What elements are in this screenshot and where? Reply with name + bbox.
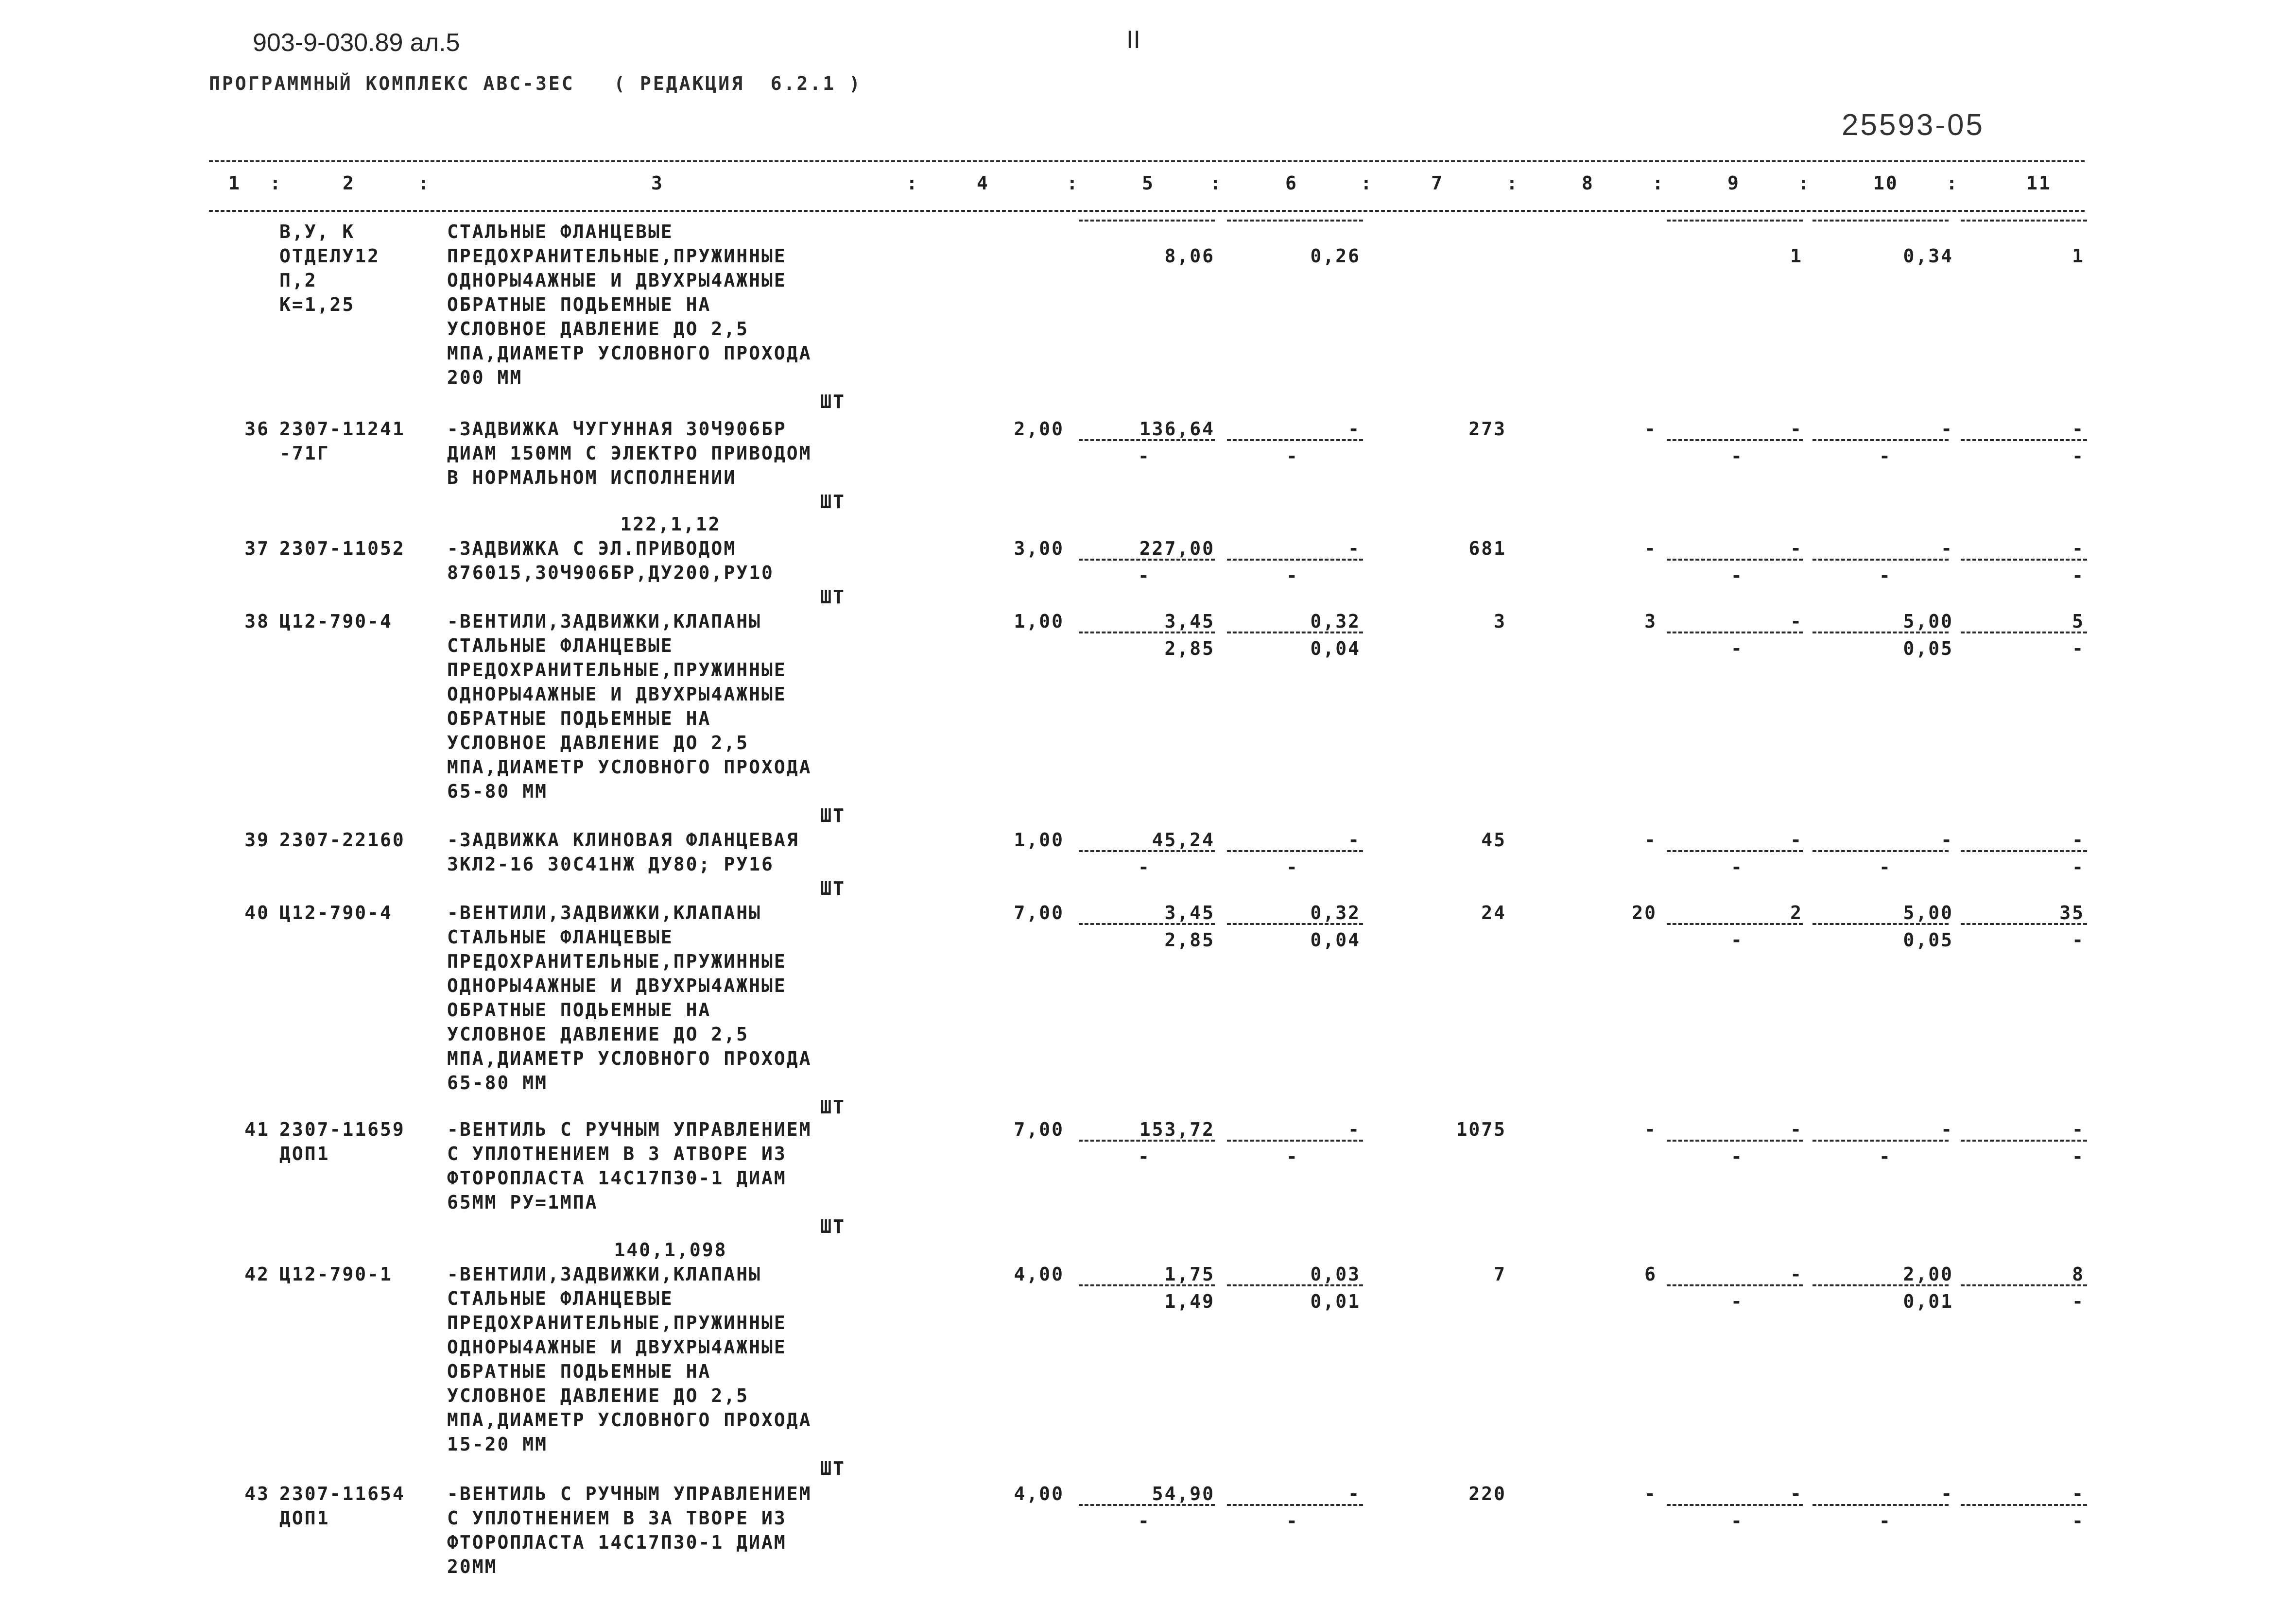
dash-rule: [1227, 923, 1363, 925]
header-bottom-rule: [209, 210, 2085, 212]
column-separator: :: [418, 172, 431, 194]
cell-col5: 54,90: [1152, 1483, 1215, 1504]
dash-rule: [1961, 1284, 2087, 1286]
item-code: Ц12-790-4: [279, 902, 393, 923]
cell-col11: -: [2072, 538, 2085, 559]
item-description: -ЗАДВИЖКА ЧУГУННАЯ 30Ч906БР ДИАМ 150ММ С ЭЛЕКТРО ПРИВОДОМ В НОРМАЛЬНОМ ИСПОЛНЕНИИ: [447, 418, 812, 488]
dash-rule: [1667, 1504, 1803, 1506]
cell-col4: 1,00: [1014, 829, 1064, 851]
cell-col10: -: [1941, 1119, 1953, 1140]
item-description: -ВЕНТИЛИ,ЗАДВИЖКИ,КЛАПАНЫ СТАЛЬНЫЕ ФЛАНЦЕВЫЕ ПРЕДОХРАНИТЕЛЬНЫЕ,ПРУЖИННЫЕ ОДНОРЫ4АЖНЫЕ И ДВУХРЫ4АЖНЫЕ ОБРАТНЫЕ ПОДЬЕМНЫЕ НА УСЛОВНОЕ ДАВЛЕНИЕ ДО 2,5 МПА,ДИАМЕТР УСЛОВНОГО ПРОХОДА 65-80 ММ: [447, 611, 812, 802]
dash-rule: [1079, 923, 1215, 925]
cell-col8: 3: [1644, 611, 1657, 632]
row-number: 40: [244, 902, 270, 923]
dash-rule: [1667, 559, 1803, 561]
cell-col10-sub: -: [1879, 1146, 1892, 1167]
column-separator: :: [1067, 172, 1079, 194]
cell-col5-sub: 2,85: [1164, 929, 1215, 951]
cell-col5: 136,64: [1139, 418, 1215, 440]
dash-rule: [1813, 1504, 1949, 1506]
cell-col9-sub: -: [1731, 1510, 1744, 1532]
column-number: 2: [343, 172, 355, 194]
cell-col11: 5: [2072, 611, 2085, 632]
item-code: 2307-11659 ДОП1: [279, 1119, 405, 1164]
column-separator: :: [1798, 172, 1811, 194]
cell-col11: 1: [2072, 245, 2085, 267]
cell-col5: 8,06: [1164, 245, 1215, 267]
cell-col6: -: [1348, 538, 1361, 559]
cell-col5-sub: -: [1138, 1510, 1151, 1532]
cell-col11: -: [2072, 418, 2085, 440]
cell-col6: 0,03: [1310, 1264, 1361, 1285]
cell-col9: 2: [1790, 902, 1803, 923]
cell-col11: -: [2072, 1483, 2085, 1504]
dash-rule: [1079, 1284, 1215, 1286]
header-top-rule: [209, 160, 2085, 162]
dash-rule: [1079, 1140, 1215, 1142]
cell-col11-sub: -: [2072, 445, 2085, 467]
dash-rule: [1079, 632, 1215, 633]
cell-col11: -: [2072, 1119, 2085, 1140]
dash-rule: [1961, 850, 2087, 852]
cell-col11: -: [2072, 829, 2085, 851]
column-number: 10: [1873, 172, 1899, 194]
dash-rule: [1813, 559, 1949, 561]
cell-col11-sub: -: [2072, 565, 2085, 586]
cell-col7: 7: [1494, 1264, 1506, 1285]
cell-col7: 24: [1481, 902, 1506, 923]
column-separator: :: [1361, 172, 1373, 194]
dash-rule: [1667, 220, 1803, 222]
cell-col6: -: [1348, 418, 1361, 440]
unit-label: ШТ: [820, 491, 846, 513]
dash-rule: [1227, 559, 1363, 561]
cell-col6: 0,32: [1310, 611, 1361, 632]
item-description: -ВЕНТИЛИ,ЗАДВИЖКИ,КЛАПАНЫ СТАЛЬНЫЕ ФЛАНЦЕВЫЕ ПРЕДОХРАНИТЕЛЬНЫЕ,ПРУЖИННЫЕ ОДНОРЫ4АЖНЫЕ И ДВУХРЫ4АЖНЫЕ ОБРАТНЫЕ ПОДЬЕМНЫЕ НА УСЛОВНОЕ ДАВЛЕНИЕ ДО 2,5 МПА,ДИАМЕТР УСЛОВНОГО ПРОХОДА 65-80 ММ: [447, 902, 812, 1093]
cell-col10: 5,00: [1903, 902, 1953, 923]
cell-col9-sub: -: [1731, 929, 1744, 951]
column-separator: :: [1210, 172, 1223, 194]
cell-col9: -: [1790, 611, 1803, 632]
column-separator: :: [906, 172, 919, 194]
column-number: 5: [1142, 172, 1155, 194]
item-code: 2307-11052: [279, 538, 405, 559]
item-description: -ВЕНТИЛЬ С РУЧНЫМ УПРАВЛЕНИЕМ С УПЛОТНЕНИЕМ В ЗА ТВОРЕ ИЗ ФТОРОПЛАСТА 14С17П30-1 ДИАМ 20ММ: [447, 1483, 812, 1577]
cell-col9-sub: -: [1731, 1291, 1744, 1312]
cell-col11-sub: -: [2072, 1291, 2085, 1312]
dash-rule: [1079, 439, 1215, 441]
dash-rule: [1079, 850, 1215, 852]
column-number: 6: [1285, 172, 1298, 194]
dash-rule: [1813, 632, 1949, 633]
unit-label: ШТ: [820, 805, 846, 826]
column-separator: :: [1506, 172, 1519, 194]
row-number: 37: [244, 538, 270, 559]
cell-col5: 1,75: [1164, 1264, 1215, 1285]
cell-col9: 1: [1790, 245, 1803, 267]
item-description: -ВЕНТИЛИ,ЗАДВИЖКИ,КЛАПАНЫ СТАЛЬНЫЕ ФЛАНЦЕВЫЕ ПРЕДОХРАНИТЕЛЬНЫЕ,ПРУЖИННЫЕ ОДНОРЫ4АЖНЫЕ И ДВУХРЫ4АЖНЫЕ ОБРАТНЫЕ ПОДЬЕМНЫЕ НА УСЛОВНОЕ ДАВЛЕНИЕ ДО 2,5 МПА,ДИАМЕТР УСЛОВНОГО ПРОХОДА 15-20 ММ: [447, 1264, 812, 1455]
program-line: ПРОГРАММНЫЙ КОМПЛЕКС АВС-ЗЕС ( РЕДАКЦИЯ 6.2.1 ): [209, 73, 862, 94]
cell-col10: 5,00: [1903, 611, 1953, 632]
cell-col9-sub: -: [1731, 856, 1744, 878]
column-separator: :: [270, 172, 282, 194]
cell-col5-sub: 1,49: [1164, 1291, 1215, 1312]
cell-col5-sub: -: [1138, 1146, 1151, 1167]
dash-rule: [1961, 923, 2087, 925]
cell-col11-sub: -: [2072, 929, 2085, 951]
cell-col5-sub: -: [1138, 565, 1151, 586]
cell-col11-sub: -: [2072, 856, 2085, 878]
cell-col6-sub: -: [1286, 1510, 1299, 1532]
cell-col10: -: [1941, 418, 1953, 440]
cell-col4: 4,00: [1014, 1483, 1064, 1504]
dash-rule: [1961, 439, 2087, 441]
unit-label: ШТ: [820, 878, 846, 899]
dash-rule: [1227, 1140, 1363, 1142]
dash-rule: [1667, 1284, 1803, 1286]
dash-rule: [1961, 559, 2087, 561]
document-code: 903-9-030.89 ал.5: [253, 29, 460, 57]
cell-col7: 273: [1468, 418, 1506, 440]
cell-col5-sub: 2,85: [1164, 638, 1215, 659]
cell-col7: 1075: [1456, 1119, 1506, 1140]
cell-col11-sub: -: [2072, 1146, 2085, 1167]
cell-col10-sub: -: [1879, 856, 1892, 878]
cell-col8: 6: [1644, 1264, 1657, 1285]
dash-rule: [1079, 220, 1215, 222]
row-number: 36: [244, 418, 270, 440]
dash-rule: [1813, 1284, 1949, 1286]
cell-col4: 7,00: [1014, 902, 1064, 923]
cell-col6-sub: 0,04: [1310, 929, 1361, 951]
dash-rule: [1227, 439, 1363, 441]
dash-rule: [1961, 1504, 2087, 1506]
cell-col7: 3: [1494, 611, 1506, 632]
item-code: 2307-11654 ДОП1: [279, 1483, 405, 1529]
unit-label: ШТ: [820, 1096, 846, 1118]
cell-col10: 0,34: [1903, 245, 1953, 267]
item-description: СТАЛЬНЫЕ ФЛАНЦЕВЫЕ ПРЕДОХРАНИТЕЛЬНЫЕ,ПРУЖИННЫЕ ОДНОРЫ4АЖНЫЕ И ДВУХРЫ4АЖНЫЕ ОБРАТНЫЕ ПОДЬЕМНЫЕ НА УСЛОВНОЕ ДАВЛЕНИЕ ДО 2,5 МПА,ДИАМЕТР УСЛОВНОГО ПРОХОДА 200 ММ: [447, 221, 812, 388]
dash-rule: [1227, 1284, 1363, 1286]
cell-col6-sub: -: [1286, 856, 1299, 878]
cell-col4: 3,00: [1014, 538, 1064, 559]
dash-rule: [1813, 850, 1949, 852]
cell-col9-sub: -: [1731, 1146, 1744, 1167]
row-number: 38: [244, 611, 270, 632]
unit-label: ШТ: [820, 391, 846, 412]
unit-label: ШТ: [820, 1216, 846, 1237]
cell-col11: 35: [2059, 902, 2085, 923]
item-code: 2307-22160: [279, 829, 405, 851]
column-number: 7: [1431, 172, 1444, 194]
cell-col7: 220: [1468, 1483, 1506, 1504]
cell-col8: 20: [1632, 902, 1657, 923]
column-number: 9: [1727, 172, 1740, 194]
dash-rule: [1961, 220, 2087, 222]
item-code: В,У, К ОТДЕЛУ12 П,2 К=1,25: [279, 221, 380, 315]
dash-rule: [1667, 632, 1803, 633]
item-description: -ВЕНТИЛЬ С РУЧНЫМ УПРАВЛЕНИЕМ С УПЛОТНЕНИЕМ В З АТВОРЕ ИЗ ФТОРОПЛАСТА 14С17П30-1 ДИАМ 65ММ РУ=1МПА: [447, 1119, 812, 1213]
cell-col7: 45: [1481, 829, 1506, 851]
dash-rule: [1667, 850, 1803, 852]
cell-col9: -: [1790, 418, 1803, 440]
cell-col8: -: [1644, 1483, 1657, 1504]
cell-col9: -: [1790, 1483, 1803, 1504]
cell-col5-sub: -: [1138, 856, 1151, 878]
cell-col10: 2,00: [1903, 1264, 1953, 1285]
cell-col10: -: [1941, 829, 1953, 851]
cell-col6-sub: -: [1286, 445, 1299, 467]
cell-col6-sub: -: [1286, 1146, 1299, 1167]
cell-col9: -: [1790, 1119, 1803, 1140]
cell-col6: 0,32: [1310, 902, 1361, 923]
column-number: 3: [651, 172, 664, 194]
cell-col9: -: [1790, 538, 1803, 559]
cell-col10-sub: 0,05: [1903, 929, 1953, 951]
column-number: 4: [977, 172, 989, 194]
cell-col11-sub: -: [2072, 1510, 2085, 1532]
cell-col6: -: [1348, 1483, 1361, 1504]
dash-rule: [1667, 1140, 1803, 1142]
cell-col4: 4,00: [1014, 1264, 1064, 1285]
cell-col6-sub: -: [1286, 565, 1299, 586]
cell-col5: 3,45: [1164, 611, 1215, 632]
cell-col4: 1,00: [1014, 611, 1064, 632]
column-number: 1: [228, 172, 241, 194]
cell-col10-sub: 0,01: [1903, 1291, 1953, 1312]
cell-col8: -: [1644, 538, 1657, 559]
cell-col11: 8: [2072, 1264, 2085, 1285]
cell-col8: -: [1644, 418, 1657, 440]
group-code: 140,1,098: [614, 1239, 727, 1261]
cell-col5: 3,45: [1164, 902, 1215, 923]
cell-col9-sub: -: [1731, 638, 1744, 659]
cell-col9-sub: -: [1731, 565, 1744, 586]
dash-rule: [1813, 220, 1949, 222]
dash-rule: [1667, 439, 1803, 441]
cell-col9: -: [1790, 829, 1803, 851]
page-number: II: [1126, 26, 1140, 54]
column-separator: :: [1946, 172, 1959, 194]
cell-col10-sub: 0,05: [1903, 638, 1953, 659]
dash-rule: [1227, 850, 1363, 852]
dash-rule: [1667, 923, 1803, 925]
cell-col9-sub: -: [1731, 445, 1744, 467]
cell-col6-sub: 0,04: [1310, 638, 1361, 659]
cell-col4: 2,00: [1014, 418, 1064, 440]
dash-rule: [1079, 559, 1215, 561]
cell-col10-sub: -: [1879, 445, 1892, 467]
cell-col5-sub: -: [1138, 445, 1151, 467]
dash-rule: [1079, 1504, 1215, 1506]
unit-label: ШТ: [820, 586, 846, 608]
cell-col8: -: [1644, 829, 1657, 851]
cell-col11-sub: -: [2072, 638, 2085, 659]
dash-rule: [1227, 1504, 1363, 1506]
cell-col7: 681: [1468, 538, 1506, 559]
cell-col5: 153,72: [1139, 1119, 1215, 1140]
cell-col5: 227,00: [1139, 538, 1215, 559]
item-description: -ЗАДВИЖКА С ЭЛ.ПРИВОДОМ 876015,30Ч906БР,ДУ200,РУ10: [447, 538, 774, 583]
column-number: 11: [2026, 172, 2052, 194]
row-number: 43: [244, 1483, 270, 1504]
row-number: 42: [244, 1264, 270, 1285]
cell-col4: 7,00: [1014, 1119, 1064, 1140]
cell-col10-sub: -: [1879, 1510, 1892, 1532]
item-code: Ц12-790-1: [279, 1264, 393, 1285]
cell-col6: -: [1348, 1119, 1361, 1140]
cell-col10: -: [1941, 1483, 1953, 1504]
cell-col10-sub: -: [1879, 565, 1892, 586]
dash-rule: [1961, 1140, 2087, 1142]
handwritten-code: 25593-05: [1842, 108, 1985, 142]
cell-col10: -: [1941, 538, 1953, 559]
dash-rule: [1813, 439, 1949, 441]
cell-col5: 45,24: [1152, 829, 1215, 851]
item-code: 2307-11241 -71Г: [279, 418, 405, 464]
cell-col9: -: [1790, 1264, 1803, 1285]
column-separator: :: [1652, 172, 1665, 194]
cell-col6-sub: 0,01: [1310, 1291, 1361, 1312]
dash-rule: [1813, 1140, 1949, 1142]
dash-rule: [1227, 220, 1363, 222]
column-number: 8: [1582, 172, 1594, 194]
row-number: 41: [244, 1119, 270, 1140]
row-number: 39: [244, 829, 270, 851]
unit-label: ШТ: [820, 1458, 846, 1479]
dash-rule: [1813, 923, 1949, 925]
cell-col8: -: [1644, 1119, 1657, 1140]
cell-col6: -: [1348, 829, 1361, 851]
cell-col6: 0,26: [1310, 245, 1361, 267]
group-code: 122,1,12: [620, 513, 721, 535]
item-description: -ЗАДВИЖКА КЛИНОВАЯ ФЛАНЦЕВАЯ ЗКЛ2-16 30С41НЖ ДУ80; РУ16: [447, 829, 799, 875]
dash-rule: [1961, 632, 2087, 633]
item-code: Ц12-790-4: [279, 611, 393, 632]
dash-rule: [1227, 632, 1363, 633]
